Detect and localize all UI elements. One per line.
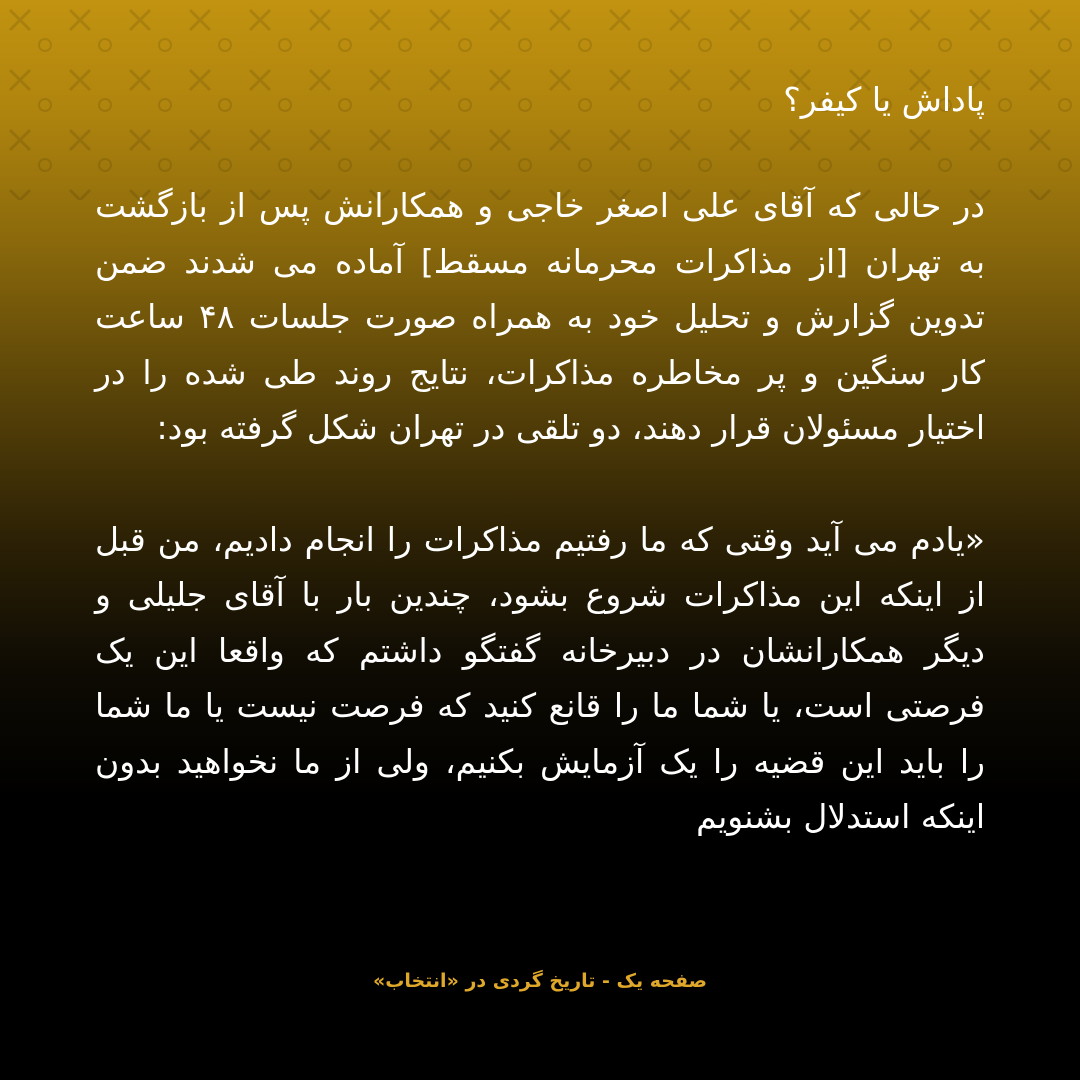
paragraph-quote: «یادم می آید وقتی که ما رفتیم مذاکرات را انجام دادیم، من قبل از اینکه این مذاکرات شروع بشود، چندین بار با آقای جلیلی و دیگر همکارانشان در دبیرخانه گفتگو داشتم که واقعا این یک فرصتی است، یا شما ما را قانع کنید که فرصت نیست یا ما شما را باید این قضیه را یک آزمایش بکنیم، ولی از ما نخواهید بدون اینکه استدلال بشنویم [95, 519, 985, 836]
article-title: پاداش یا کیفر؟ [783, 80, 985, 119]
page-footer: صفحه یک - تاریخ گردی در «انتخاب» [372, 970, 708, 992]
article-body [95, 70, 985, 845]
paragraph-intro: در حالی که آقای علی اصغر خاجی و همکارانش پس از بازگشت به تهران [از مذاکرات محرمانه مسقط] آماده می شدند ضمن تدوین گزارش و تحلیل خود به همراه صورت جلسات ۴۸ ساعت کار سنگین و پر مخاطره مذاکرات، نتایج روند طی شده را در اختیار مسئولان قرار دهند، دو تلقی در تهران شکل گرفته بود: [95, 186, 985, 447]
